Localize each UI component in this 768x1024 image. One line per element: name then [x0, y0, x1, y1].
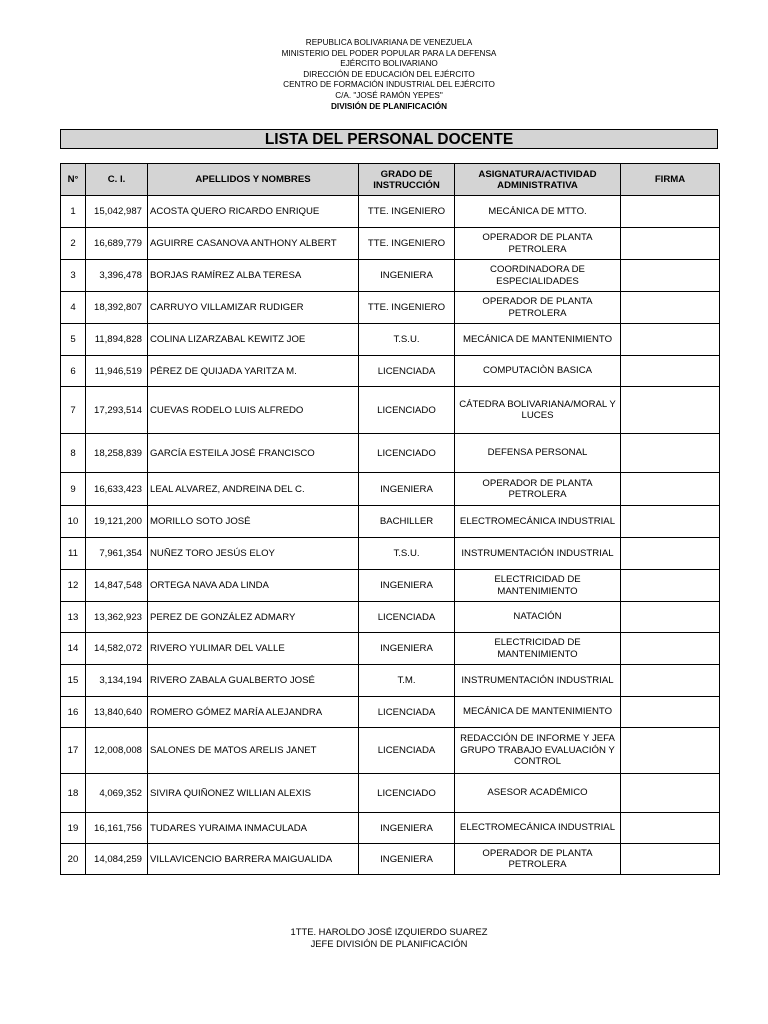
cell-ci: 17,293,514: [86, 387, 148, 434]
cell-num: 16: [61, 697, 86, 728]
cell-ci: 18,392,807: [86, 292, 148, 324]
table-row: [61, 356, 720, 387]
cell-ci: 19,121,200: [86, 506, 148, 538]
cell-name: GARCÍA ESTEILA JOSÉ FRANCISCO: [148, 434, 359, 473]
cell-ci: 16,633,423: [86, 473, 148, 506]
cell-grado: INGENIERA: [359, 260, 455, 292]
cell-asig: ELECTROMECÁNICA INDUSTRIAL: [455, 813, 621, 844]
cell-num: 17: [61, 728, 86, 774]
cell-num: 6: [61, 356, 86, 387]
cell-num: 4: [61, 292, 86, 324]
cell-firma: [621, 324, 720, 356]
column-header-name: APELLIDOS Y NOMBRES: [148, 164, 359, 196]
cell-grado: TTE. INGENIERO: [359, 196, 455, 228]
column-header-firma: FIRMA: [621, 164, 720, 196]
cell-name: RIVERO YULIMAR DEL VALLE: [148, 633, 359, 665]
cell-asig: OPERADOR DE PLANTA PETROLERA: [455, 292, 621, 324]
cell-asig: NATACIÓN: [455, 602, 621, 633]
cell-name: ORTEGA NAVA ADA LINDA: [148, 570, 359, 602]
table-row: [61, 602, 720, 633]
header-line-center: CENTRO DE FORMACIÓN INDUSTRIAL DEL EJÉRCITO: [283, 80, 495, 90]
cell-firma: [621, 473, 720, 506]
cell-num: 11: [61, 538, 86, 570]
cell-firma: [621, 813, 720, 844]
cell-ci: 14,084,259: [86, 844, 148, 875]
table-row: [61, 633, 720, 665]
cell-firma: [621, 844, 720, 875]
table-row: [61, 728, 720, 774]
cell-name: VILLAVICENCIO BARRERA MAIGUALIDA: [148, 844, 359, 875]
cell-grado: INGENIERA: [359, 570, 455, 602]
cell-asig: INSTRUMENTACIÓN INDUSTRIAL: [455, 665, 621, 697]
cell-ci: 7,961,354: [86, 538, 148, 570]
cell-firma: [621, 602, 720, 633]
cell-name: PÉREZ DE QUIJADA YARITZA M.: [148, 356, 359, 387]
column-header-num: N°: [61, 164, 86, 196]
table-row: [61, 196, 720, 228]
cell-asig: ELECTROMECÁNICA INDUSTRIAL: [455, 506, 621, 538]
cell-grado: INGENIERA: [359, 633, 455, 665]
cell-firma: [621, 728, 720, 774]
cell-num: 15: [61, 665, 86, 697]
table-row: [61, 473, 720, 506]
cell-grado: TTE. INGENIERO: [359, 292, 455, 324]
table-row: [61, 697, 720, 728]
cell-name: LEAL ALVAREZ, ANDREINA DEL C.: [148, 473, 359, 506]
cell-num: 18: [61, 774, 86, 813]
cell-num: 13: [61, 602, 86, 633]
cell-ci: 15,042,987: [86, 196, 148, 228]
cell-grado: BACHILLER: [359, 506, 455, 538]
column-header-ci: C. I.: [86, 164, 148, 196]
cell-ci: 13,362,923: [86, 602, 148, 633]
cell-grado: T.S.U.: [359, 324, 455, 356]
table-row: [61, 813, 720, 844]
cell-grado: LICENCIADO: [359, 434, 455, 473]
header-line-ministry: MINISTERIO DEL PODER POPULAR PARA LA DEFENSA: [281, 48, 497, 58]
cell-ci: 13,840,640: [86, 697, 148, 728]
cell-asig: OPERADOR DE PLANTA PETROLERA: [455, 473, 621, 506]
cell-asig: COMPUTACIÒN BASICA: [455, 356, 621, 387]
cell-ci: 3,396,478: [86, 260, 148, 292]
cell-grado: INGENIERA: [359, 844, 455, 875]
cell-ci: 18,258,839: [86, 434, 148, 473]
staff-table: [60, 163, 720, 875]
cell-name: AGUIRRE CASANOVA ANTHONY ALBERT: [148, 228, 359, 260]
cell-asig: ELECTRICIDAD DE MANTENIMIENTO: [455, 633, 621, 665]
cell-num: 1: [61, 196, 86, 228]
cell-firma: [621, 260, 720, 292]
cell-grado: TTE. INGENIERO: [359, 228, 455, 260]
signer-name: 1TTE. HAROLDO JOSÉ IZQUIERDO SUAREZ: [290, 926, 488, 937]
table-row: [61, 260, 720, 292]
table-row: [61, 774, 720, 813]
cell-asig: OPERADOR DE PLANTA PETROLERA: [455, 228, 621, 260]
cell-grado: LICENCIADA: [359, 356, 455, 387]
cell-ci: 11,946,519: [86, 356, 148, 387]
column-header-asig: ASIGNATURA/ACTIVIDAD ADMINISTRATIVA: [455, 164, 621, 196]
cell-asig: OPERADOR DE PLANTA PETROLERA: [455, 844, 621, 875]
table-row: [61, 434, 720, 473]
cell-firma: [621, 570, 720, 602]
cell-ci: 16,689,779: [86, 228, 148, 260]
table-row: [61, 228, 720, 260]
cell-ci: 14,847,548: [86, 570, 148, 602]
cell-grado: LICENCIADA: [359, 728, 455, 774]
document-header: [0, 38, 768, 112]
cell-num: 20: [61, 844, 86, 875]
cell-name: PEREZ DE GONZÁLEZ ADMARY: [148, 602, 359, 633]
table-row: [61, 292, 720, 324]
header-line-republic: REPUBLICA BOLIVARIANA DE VENEZUELA: [305, 38, 473, 47]
cell-ci: 12,008,008: [86, 728, 148, 774]
cell-firma: [621, 196, 720, 228]
staff-table-body: [61, 196, 720, 875]
table-row: [61, 506, 720, 538]
cell-name: BORJAS RAMÍREZ ALBA TERESA: [148, 260, 359, 292]
page-title: LISTA DEL PERSONAL DOCENTE: [60, 129, 718, 149]
cell-num: 5: [61, 324, 86, 356]
cell-ci: 14,582,072: [86, 633, 148, 665]
cell-firma: [621, 633, 720, 665]
cell-firma: [621, 665, 720, 697]
cell-num: 2: [61, 228, 86, 260]
cell-name: NUÑEZ TORO JESÚS ELOY: [148, 538, 359, 570]
cell-grado: LICENCIADA: [359, 697, 455, 728]
cell-name: COLINA LIZARZABAL KEWITZ JOE: [148, 324, 359, 356]
cell-num: 19: [61, 813, 86, 844]
cell-num: 14: [61, 633, 86, 665]
cell-ci: 3,134,194: [86, 665, 148, 697]
table-row: [61, 570, 720, 602]
cell-firma: [621, 538, 720, 570]
header-line-army: EJÉRCITO BOLIVARIANO: [340, 59, 438, 69]
table-header-row: [61, 164, 720, 196]
signer-role: JEFE DIVISIÓN DE PLANIFICACIÓN: [310, 937, 468, 949]
header-line-ca: C/A. "JOSÉ RAMÓN YEPES": [335, 90, 443, 100]
cell-name: ROMERO GÓMEZ MARÍA ALEJANDRA: [148, 697, 359, 728]
cell-ci: 16,161,756: [86, 813, 148, 844]
cell-firma: [621, 774, 720, 813]
header-division: DIVISIÓN DE PLANIFICACIÓN: [331, 101, 447, 111]
cell-asig: INSTRUMENTACIÓN INDUSTRIAL: [455, 538, 621, 570]
cell-asig: MECÁNICA DE MANTENIMIENTO: [455, 697, 621, 728]
column-header-grado: GRADO DE INSTRUCCIÓN: [359, 164, 455, 196]
cell-grado: LICENCIADA: [359, 602, 455, 633]
cell-firma: [621, 387, 720, 434]
cell-name: CARRUYO VILLAMIZAR RUDIGER: [148, 292, 359, 324]
cell-name: CUEVAS RODELO LUIS ALFREDO: [148, 387, 359, 434]
cell-name: ACOSTA QUERO RICARDO ENRIQUE: [148, 196, 359, 228]
cell-num: 8: [61, 434, 86, 473]
cell-firma: [621, 506, 720, 538]
cell-grado: LICENCIADO: [359, 774, 455, 813]
table-row: [61, 844, 720, 875]
cell-asig: ASESOR ACADÉMICO: [455, 774, 621, 813]
cell-grado: LICENCIADO: [359, 387, 455, 434]
cell-name: SIVIRA QUIÑONEZ WILLIAN ALEXIS: [148, 774, 359, 813]
cell-asig: DEFENSA PERSONAL: [455, 434, 621, 473]
cell-name: TUDARES YURAIMA INMACULADA: [148, 813, 359, 844]
cell-grado: T.M.: [359, 665, 455, 697]
cell-asig: MECÁNICA DE MTTO.: [455, 196, 621, 228]
cell-name: SALONES DE MATOS ARELIS JANET: [148, 728, 359, 774]
cell-num: 7: [61, 387, 86, 434]
cell-grado: INGENIERA: [359, 813, 455, 844]
table-row: [61, 665, 720, 697]
cell-num: 3: [61, 260, 86, 292]
cell-asig: ELECTRICIDAD DE MANTENIMIENTO: [455, 570, 621, 602]
cell-firma: [621, 292, 720, 324]
cell-num: 9: [61, 473, 86, 506]
cell-firma: [621, 356, 720, 387]
signature-block: [0, 926, 768, 949]
cell-asig: COORDINADORA DE ESPECIALIDADES: [455, 260, 621, 292]
cell-asig: REDACCIÓN DE INFORME Y JEFA GRUPO TRABAJO EVALUACIÓN Y CONTROL: [455, 728, 621, 774]
cell-name: MORILLO SOTO JOSÉ: [148, 506, 359, 538]
cell-num: 10: [61, 506, 86, 538]
cell-firma: [621, 228, 720, 260]
cell-asig: MECÁNICA DE MANTENIMIENTO: [455, 324, 621, 356]
cell-asig: CÁTEDRA BOLIVARIANA/MORAL Y LUCES: [455, 387, 621, 434]
header-line-direction: DIRECCIÓN DE EDUCACIÓN DEL EJÉRCITO: [303, 69, 475, 79]
cell-ci: 4,069,352: [86, 774, 148, 813]
cell-firma: [621, 434, 720, 473]
cell-num: 12: [61, 570, 86, 602]
cell-name: RIVERO ZABALA GUALBERTO JOSÉ: [148, 665, 359, 697]
cell-firma: [621, 697, 720, 728]
cell-ci: 11,894,828: [86, 324, 148, 356]
table-row: [61, 538, 720, 570]
table-row: [61, 387, 720, 434]
cell-grado: T.S.U.: [359, 538, 455, 570]
cell-grado: INGENIERA: [359, 473, 455, 506]
table-row: [61, 324, 720, 356]
